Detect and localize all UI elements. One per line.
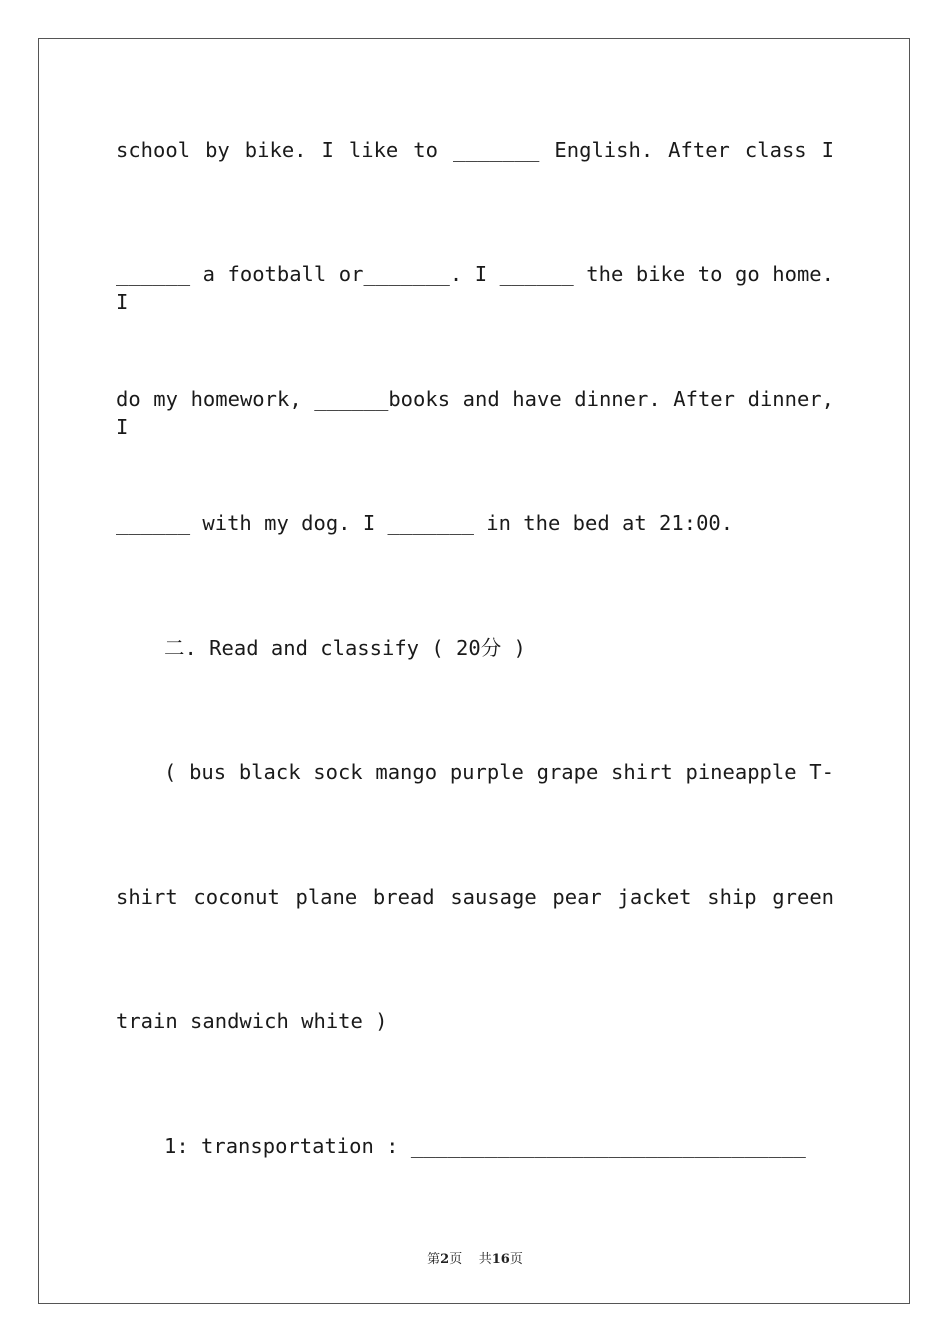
question-transportation: 1: transportation : ________________________________ bbox=[164, 1134, 806, 1158]
footer-page-suffix: 页 bbox=[449, 1252, 463, 1267]
text-line-4: ______ with my dog. I _______ in the bed at 21:00. bbox=[116, 511, 734, 535]
footer-total-prefix: 共 bbox=[478, 1252, 492, 1267]
section-heading: 二. Read and classify ( 20分 ) bbox=[164, 636, 526, 660]
footer-total-suffix: 页 bbox=[509, 1252, 523, 1267]
footer-page-number: 2 bbox=[440, 1252, 450, 1267]
word-list-line-3: train sandwich white ) bbox=[116, 1009, 388, 1033]
page-frame bbox=[38, 38, 910, 1304]
footer-page-prefix: 第 bbox=[427, 1252, 441, 1267]
text-line-1: school by bike. I like to _______ English. After class I bbox=[116, 138, 834, 162]
word-list-line-1: ( bus black sock mango purple grape shirt pineapple T- bbox=[164, 760, 834, 784]
footer-total-number: 16 bbox=[491, 1252, 510, 1267]
text-line-2: ______ a football or_______. I ______ the bike to go home. I bbox=[116, 262, 834, 314]
word-list-line-2: shirt coconut plane bread sausage pear jacket ship green bbox=[116, 885, 834, 909]
page-footer bbox=[0, 1248, 950, 1267]
text-line-3: do my homework, ______books and have dinner. After dinner, I bbox=[116, 387, 834, 439]
